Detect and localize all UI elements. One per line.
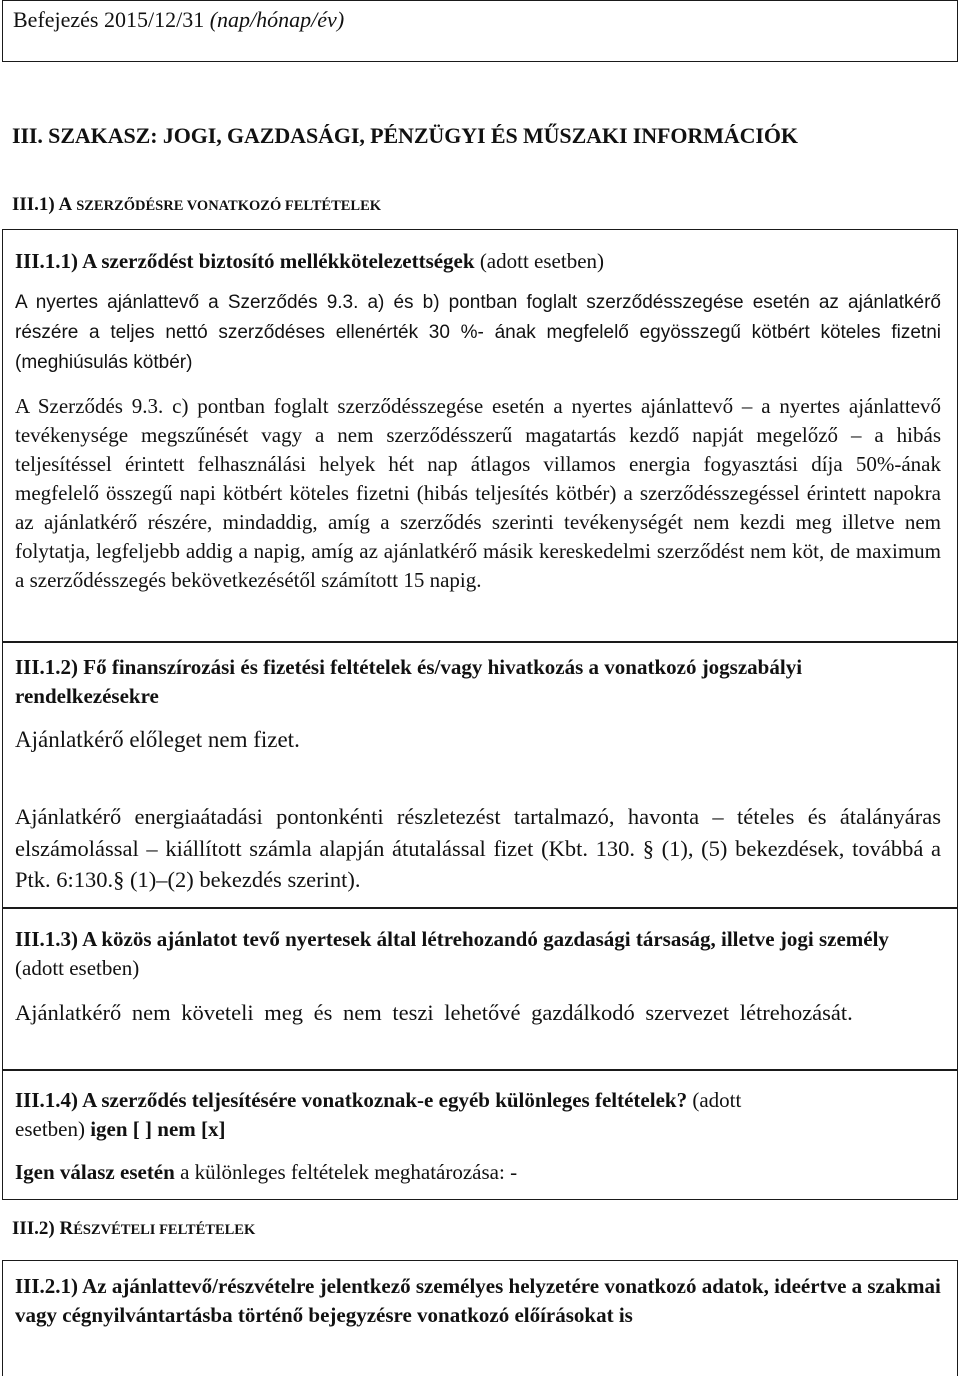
subsection-3-1-heading xyxy=(12,194,381,216)
item-3-1-4-answer-line xyxy=(15,1160,941,1185)
item-3-1-4-title: III.1.4) A szerződés teljesítésére vonatkoznak-e egyéb különleges feltételek? xyxy=(15,1088,688,1112)
item-3-1-3-paragraph: Ajánlatkérő nem követeli meg és nem teszi lehetővé gazdálkodó szervezet létrehozását. xyxy=(15,1000,853,1025)
item-3-2-1-title: III.2.1) Az ajánlattevő/részvételre jelentkező személyes helyzetére vonatkozó adatok, ideértve a szakmai vagy cégnyilvántartásba történő bejegyzésre vonatkozó előírásokat is xyxy=(15,1274,941,1327)
item-3-1-2-paragraph-2: Ajánlatkérő energiaátadási pontonkénti részletezést tartalmazó, havonta – tételes és átalányáras elszámolással – kiállított számla alapján átutalással fizet (Kbt. 130. § (1), (5) bekezdések, továbbá a Ptk. 6:130.§ (1)–(2) bekezdés szerint). xyxy=(15,804,941,892)
item-3-1-3-box xyxy=(2,908,958,1070)
item-3-1-1-paragraph-2: A Szerződés 9.3. c) pontban foglalt szerződésszegése esetén a nyertes ajánlattevő – a nyertes ajánlattevő tevékenysége megszűnését vagy a nem szerződésszerű magatartás kezdő napját megelőző – a hibás teljesítéssel érintett felhasználási helyek hét nap átlagos villamos energia fogyasztási díja 50%-ának megfelelő összegű napi kötbért köteles fizetni (hibás teljesítés kötbér) a szerződésszegéssel érintett napokra az ajánlatkérő részére, mindaddig, amíg a szerződés szerinti tevékenységét nem kezdi meg illetve nem folytatja, legfeljebb addig a napig, amíg az ajánlatkérő másik kereskedelmi szerződést nem köt, de maximum a szerződésszegés bekövetkezésétől számított 15 napig. xyxy=(15,394,941,592)
completion-date-format-hint: (nap/hónap/év) xyxy=(209,7,345,32)
item-3-1-2-title: III.1.2) Fő finanszírozási és fizetési feltételek és/vagy hivatkozás a vonatkozó jogszabályi rendelkezésekre xyxy=(15,655,803,708)
item-3-1-4-choice: igen [ ] nem [x] xyxy=(90,1117,226,1141)
section-3-heading: III. SZAKASZ: JOGI, GAZDASÁGI, PÉNZÜGYI ÉS MŰSZAKI INFORMÁCIÓK xyxy=(12,123,798,148)
item-3-1-4-box xyxy=(2,1070,958,1200)
subsection-3-2-heading xyxy=(12,1218,255,1240)
item-3-1-4-title-line xyxy=(15,1086,941,1144)
item-3-1-3-note: (adott esetben) xyxy=(15,956,140,980)
subsection-3-2-prefix: III.2) R xyxy=(12,1218,74,1239)
subsection-3-1-rest: SZERZŐDÉSRE VONATKOZÓ FELTÉTELEK xyxy=(76,198,382,214)
item-3-1-3-title-line xyxy=(15,925,941,983)
item-3-1-1-note: (adott esetben) xyxy=(479,249,605,273)
item-3-1-2-box xyxy=(2,642,958,908)
item-3-1-4-answer-text: a különleges feltételek meghatározása: - xyxy=(180,1160,518,1184)
item-3-1-1-title-line xyxy=(15,249,941,274)
item-3-1-1-box xyxy=(2,229,958,642)
completion-date-label: Befejezés 2015/12/31 xyxy=(13,7,205,32)
item-3-1-3-title: III.1.3) A közös ajánlatot tevő nyertesek által létrehozandó gazdasági társaság, illetve jogi személy xyxy=(15,927,889,951)
completion-date-box xyxy=(2,0,958,62)
item-3-1-2-paragraph-1: Ajánlatkérő előleget nem fizet. xyxy=(15,727,300,752)
completion-date-line xyxy=(13,7,941,33)
item-3-1-4-answer-label: Igen válasz esetén xyxy=(15,1160,175,1184)
subsection-3-2-rest: ÉSZVÉTELI FELTÉTELEK xyxy=(73,1222,256,1238)
item-3-1-4-note-2: esetben) xyxy=(15,1117,85,1141)
item-3-1-1-paragraph-1: A nyertes ajánlattevő a Szerződés 9.3. a) és b) pontban foglalt szerződésszegése esetén az ajánlatkérő részére a teljes nettó szerződéses ellenérték 30 %- ának megfelelő egyösszegű kötbért köteles fizetni (meghiúsulás kötbér) xyxy=(15,292,941,373)
item-3-1-1-title: III.1.1) A szerződést biztosító mellékkötelezettségek xyxy=(15,249,475,273)
item-3-1-4-note-1: (adott xyxy=(692,1088,742,1112)
item-3-2-1-box xyxy=(2,1260,958,1376)
subsection-3-1-prefix: III.1) A xyxy=(12,194,73,215)
